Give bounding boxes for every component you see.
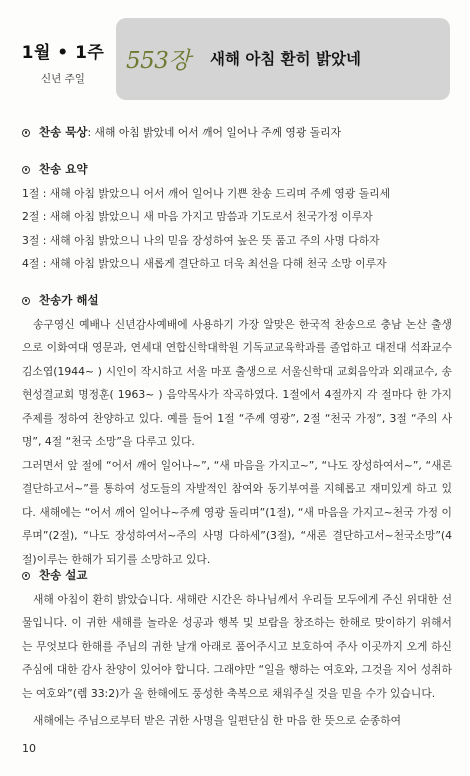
week-title: 1월 • 1주 — [21, 43, 105, 63]
week-subtitle: 신년 주일 — [41, 73, 85, 85]
commentary-paragraph: 그러면서 앞 절에 “어서 깨어 일어나~”, “새 마음을 가지고~”, “나도 장성하여서~”, “새론 결단하고서~”를 통하여 성도들의 자발적인 참여와 동기부여를 지혜롭고 재미있게 하고 있다. 새해에는 “어서 깨어 일어나~주께 영광 돌리며”(1절), “새 마음을 가지고~천국 가정 이루며”(2절), “나도 장성하여서~주의 사명 다하세”(3절), “새론 결단하고서~천국소망”(4절)이루는 한해가 되기를 소망하고 있다. — [22, 458, 452, 566]
summary-heading — [22, 158, 452, 182]
sermon-title: 찬송 설교 — [39, 568, 88, 582]
summary-verse: 4절 : 새해 아침 밝았으니 새롭게 결단하고 더욱 최선을 다해 천국 소망 이루자 — [22, 257, 387, 270]
sermon-paragraph: 새해에는 주님으로부터 받은 귀한 사명을 일편단심 한 마음 한 뜻으로 순종하여 — [33, 714, 402, 727]
commentary-heading — [22, 289, 452, 313]
bullet-circle-icon — [22, 572, 30, 580]
summary-section — [22, 158, 452, 276]
meditation-text: : 새해 아침 밝았네 어서 깨어 일어나 주께 영광 돌리자 — [87, 126, 342, 139]
summary-verse: 1절 : 새해 아침 밝았으니 어서 깨어 일어나 기쁜 찬송 드리며 주께 영광 돌리세 — [22, 186, 391, 200]
meditation-heading — [22, 121, 452, 145]
summary-verse: 3절 : 새해 아침 밝았으니 나의 믿음 장성하여 높은 뜻 품고 주의 사명 다하자 — [22, 233, 380, 247]
hymn-header — [116, 18, 450, 100]
summary-verse: 2절 : 새해 아침 밝았으니 새 마음 가지고 맘씀과 기도로서 천국가정 이루자 — [22, 210, 373, 223]
commentary-section — [22, 289, 452, 571]
meditation-label: 찬송 묵상 — [39, 125, 88, 139]
meditation-section — [22, 121, 452, 145]
commentary-title: 찬송가 해설 — [39, 293, 99, 307]
sermon-paragraph: 새해 아침이 환히 밝았습니다. 새해란 시간은 하나님께서 우리들 모두에게 주신 위대한 선물입니다. 이 귀한 새해를 놀라운 성공과 행복 및 보람을 창조하는 한해로 맞이하기 위해서는 무엇보다 한해를 주님의 귀한 날개 아래로 품어주시고 보호하여 주사 이곳까지 오게 하신 주심에 대한 감사 찬양이 있어야 합니다. 그래야만 “일을 행하는 여호와, 그것을 지어 성취하는 여호와”(렘 33:2)가 올 한해에도 풍성한 축복으로 채워주실 것을 믿을 수가 있습니다. — [22, 592, 452, 700]
sermon-section — [22, 564, 452, 733]
hymn-number: 553장 — [126, 48, 191, 74]
bullet-circle-icon — [22, 129, 30, 137]
week-label-block — [20, 38, 106, 86]
page-number: 10 — [22, 742, 36, 755]
hymn-title: 새해 아침 환히 밝았네 — [210, 50, 361, 68]
bullet-circle-icon — [22, 297, 30, 305]
bullet-circle-icon — [22, 166, 30, 174]
sermon-heading — [22, 564, 452, 588]
commentary-paragraph: 송구영신 예배나 신년감사예배에 사용하기 가장 알맞은 한국적 찬송으로 충남 논산 출생으로 이화여대 영문과, 연세대 연합신학대학원 기독교교육학과를 졸업하고 대전대 석좌교수 김소엽(1944~ ) 시인이 작시하고 서울 마포 출생으로 서울신학대 교회음악과 외래교수, 송현성결교회 명정훈( 1963~ ) 음악목사가 작곡하였다. 1절에서 4절까지 각 절마다 한 가지 주제를 정하여 찬양하고 있다. 예를 들어 1절 “주께 영광”, 2절 “천국 가정”, 3절 “주의 사명”, 4절 “천국 소망”을 다루고 있다. — [22, 317, 452, 448]
summary-title: 찬송 요약 — [39, 162, 88, 176]
